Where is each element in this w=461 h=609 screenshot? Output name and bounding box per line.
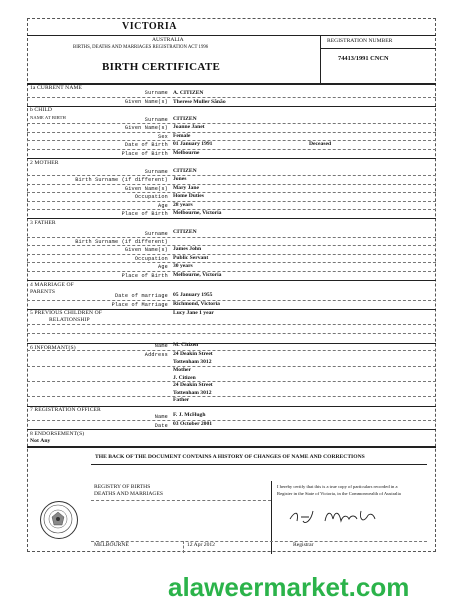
age-label: Age (158, 203, 168, 209)
back-of-document-note: THE BACK OF THE DOCUMENT CONTAINS A HISTORY OF CHANGES OF NAME AND CORRECTIONS (95, 454, 365, 460)
certification-text-line-2: Register in the State of Victoria, in the Commonwealth of Australia (277, 491, 401, 496)
section-child: b CHILD (30, 107, 52, 113)
informant-line-4: Mother (173, 367, 192, 373)
issue-date: 12 Apr 2012 (187, 542, 215, 548)
father-age: 30 years (173, 263, 193, 269)
document-title: BIRTH CERTIFICATE (102, 61, 221, 73)
given-names-label: Given Name(s) (124, 99, 168, 105)
given-names-label: Given Name(s) (124, 186, 168, 192)
registrar-signature-icon (287, 507, 387, 527)
registration-number: 74413/1991 CNCN (338, 55, 389, 62)
section-endorsements: 8 ENDORSEMENT(S) (30, 431, 85, 437)
place-of-birth-label: Place of Birth (121, 151, 168, 157)
birth-surname-label: Birth Surname (if different) (75, 239, 168, 245)
informant-line-5: J. Citizen (173, 375, 196, 381)
place-of-birth-label: Place of Birth (121, 273, 168, 279)
surname-label: Surname (144, 90, 168, 96)
certificate (27, 18, 436, 552)
place-of-marriage-label: Place of Marriage (111, 302, 168, 308)
sex-label: Sex (158, 134, 168, 140)
child-sex: Female (173, 133, 191, 139)
surname-label: Surname (144, 231, 168, 237)
section-marriage-parents: PARENTS (30, 289, 56, 295)
name-label: Name (154, 343, 168, 349)
officer-date: 03 October 2001 (173, 421, 213, 427)
informant-line-2: 24 Deakin Street (173, 351, 213, 357)
section-current-name: 1a CURRENT NAME (30, 85, 83, 91)
marriage-place: Richmond, Victoria (173, 301, 220, 307)
birth-surname-label: Birth Surname (if different) (75, 177, 168, 183)
surname-label: Surname (144, 169, 168, 175)
date-of-marriage-label: Date of marriage (114, 293, 168, 299)
mother-surname: CITIZEN (173, 168, 197, 174)
date-label: Date (154, 423, 168, 429)
occupation-label: Occupation (134, 256, 168, 262)
father-surname: CITIZEN (173, 229, 197, 235)
child-date-of-birth: 01 January 1991 (173, 141, 213, 147)
mother-place-of-birth: Melbourne, Victoria (173, 210, 222, 216)
informant-line-6: 24 Deakin Street (173, 382, 213, 388)
name-label: Name (154, 414, 168, 420)
given-names-label: Given Name(s) (124, 247, 168, 253)
occupation-label: Occupation (134, 194, 168, 200)
age-label: Age (158, 264, 168, 270)
registrar-label: Registrar (293, 542, 314, 548)
officer-name: F. J. McHugh (173, 412, 206, 418)
section-previous-relationship: RELATIONSHIP (49, 317, 90, 323)
region-label: AUSTRALIA (152, 37, 184, 43)
place-of-birth-label: Place of Birth (121, 211, 168, 217)
section-registration-officer: 7 REGISTRATION OFFICER (30, 407, 101, 413)
act-label: BIRTHS, DEATHS AND MARRIAGES REGISTRATION ACT 1996 (73, 45, 209, 50)
name-at-birth-label: NAME AT BIRTH (30, 115, 66, 120)
father-occupation: Public Servant (173, 255, 209, 261)
section-father: 3 FATHER (30, 220, 56, 226)
mother-given-names: Mary Jane (173, 185, 199, 191)
current-given-names: Therese Muller Sãnão (173, 99, 226, 105)
current-surname: A. CITIZEN (173, 90, 204, 96)
section-marriage: 4 MARRIAGE OF (30, 282, 74, 288)
issue-place: MELBOURNE (94, 542, 129, 548)
informant-line-7: Tottenham 3012 (173, 390, 212, 396)
state-title: VICTORIA (122, 21, 177, 32)
marriage-date: 05 January 1955 (173, 292, 213, 298)
informant-line-8: Father (173, 397, 190, 403)
watermark-text: alaweermarket.com (168, 572, 410, 602)
registry-label-line-2: DEATHS AND MARRIAGES (94, 491, 163, 497)
child-status: Deceased (309, 141, 332, 147)
informant-line-3: Tottenham 3012 (173, 359, 212, 365)
mother-occupation: Home Duties (173, 193, 204, 199)
address-label: Address (144, 352, 168, 358)
registry-label-line-1: REGISTRY OF BIRTHS (94, 484, 151, 490)
father-given-names: James John (173, 246, 202, 252)
endorsements-value: Not Any (30, 438, 51, 444)
section-mother: 2 MOTHER (30, 160, 59, 166)
mother-birth-surname: Jones (173, 176, 187, 182)
given-names-label: Given Name(s) (124, 125, 168, 131)
surname-label: Surname (144, 117, 168, 123)
father-place-of-birth: Melbourne, Victoria (173, 272, 222, 278)
section-previous-children: 5 PREVIOUS CHILDREN OF (30, 310, 102, 316)
date-of-birth-label: Date of Birth (124, 142, 168, 148)
previous-children-value: Lucy Jane 1 year (173, 310, 214, 316)
section-informants: 6 INFORMANT(S) (30, 345, 76, 351)
informant-line-1: M. Citizen (173, 342, 199, 348)
child-place-of-birth: Melbourne (173, 150, 200, 156)
mother-age: 28 years (173, 202, 193, 208)
government-seal-icon (40, 501, 78, 539)
child-surname: CITIZEN (173, 116, 197, 122)
certification-text-line-1: I hereby certify that this is a true copy of particulars recorded in a (277, 484, 398, 489)
certificate-border (27, 18, 436, 552)
child-given-names: Joanne Janet (173, 124, 205, 130)
registration-number-label: REGISTRATION NUMBER (327, 38, 393, 44)
